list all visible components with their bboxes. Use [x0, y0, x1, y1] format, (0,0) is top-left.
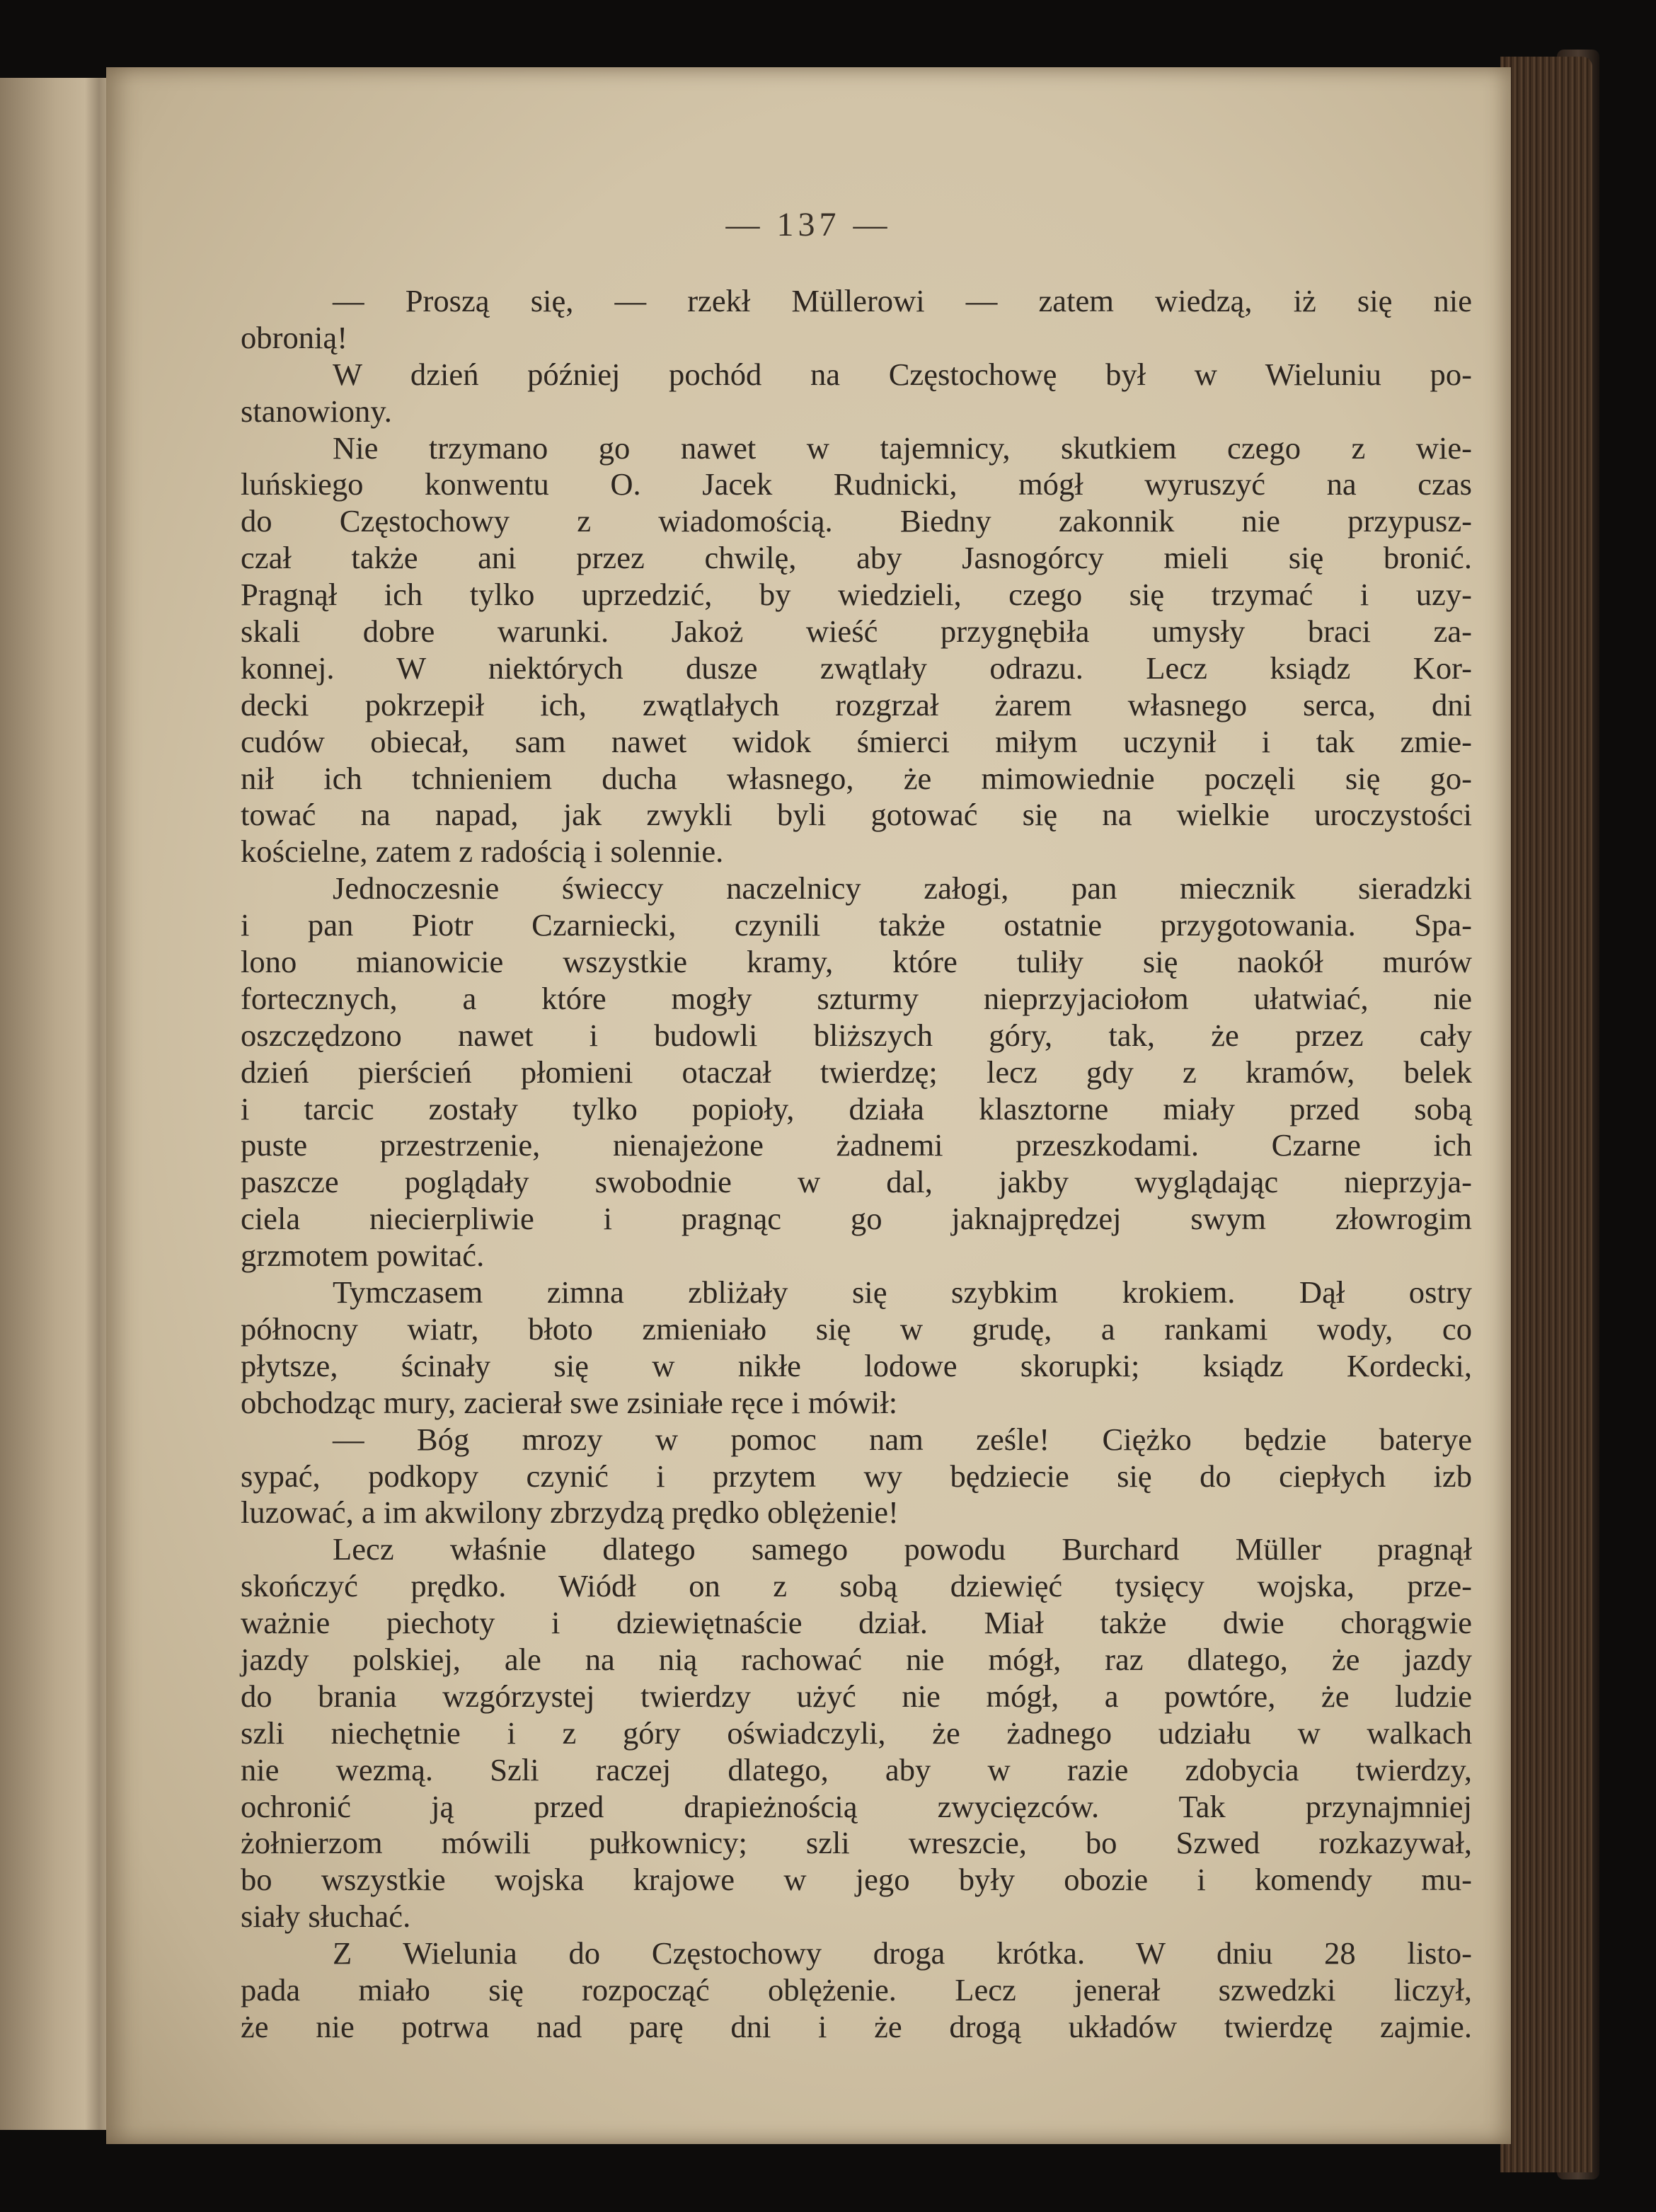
- page-number: — 137 —: [725, 206, 892, 243]
- text-line: Nie trzymano go nawet w tajemnicy, skutkiem czego z wie-: [333, 430, 1472, 466]
- text-line: Lecz właśnie dlatego samego powodu Burchard Müller pragnął: [333, 1531, 1472, 1567]
- text-line: konnej. W niektórych dusze zwątlały odrazu. Lecz ksiądz Kor-: [241, 650, 1472, 686]
- text-line: lono mianowicie wszystkie kramy, które tuliły się naokół murów: [241, 944, 1472, 980]
- text-line: siały słuchać.: [241, 1899, 411, 1935]
- body-text: [241, 283, 1472, 2046]
- text-line: Pragnął ich tylko uprzedzić, by wiedzieli, czego się trzymać i uzy-: [241, 577, 1472, 613]
- text-line: Tymczasem zimna zbliżały się szybkim krokiem. Dął ostry: [333, 1274, 1472, 1311]
- text-line: skończyć prędko. Wiódł on z sobą dziewięć tysięcy wojska, prze-: [241, 1568, 1472, 1604]
- page-block-edges: [1500, 57, 1592, 2172]
- book-page: [106, 67, 1511, 2144]
- text-line: i pan Piotr Czarniecki, czynili także ostatnie przygotowania. Spa-: [241, 907, 1472, 943]
- text-line: puste przestrzenie, nienajeżone żadnemi przeszkodami. Czarne ich: [241, 1127, 1472, 1163]
- text-line: obchodząc mury, zacierał swe zsiniałe ręce i mówił:: [241, 1384, 898, 1420]
- text-line: luzować, a im akwilony zbrzydzą prędko oblężenie!: [241, 1494, 899, 1531]
- text-line: pada miało się rozpocząć oblężenie. Lecz jenerał szwedzki liczył,: [241, 1971, 1472, 2007]
- text-line: ochronić ją przed drapieżnością zwycięzców. Tak przynajmniej: [241, 1788, 1472, 1824]
- text-line: żołnierzom mówili pułkownicy; szli wreszcie, bo Szwed rozkazywał,: [241, 1825, 1472, 1861]
- text-line: fortecznych, a które mogły szturmy nieprzyjaciołom ułatwiać, nie: [241, 980, 1472, 1016]
- text-line: nie wezmą. Szli raczej dlatego, aby w razie zdobycia twierdzy,: [241, 1751, 1472, 1787]
- text-line: cudów obiecał, sam nawet widok śmierci miłym uczynił i tak zmie-: [241, 723, 1472, 759]
- text-line: luńskiego konwentu O. Jacek Rudnicki, mógł wyruszyć na czas: [241, 466, 1472, 502]
- text-line: bo wszystkie wojska krajowe w jego były obozie i komendy mu-: [241, 1862, 1472, 1898]
- text-line: dzień pierścień płomieni otaczał twierdzę; lecz gdy z kramów, belek: [241, 1054, 1472, 1090]
- text-line: płytsze, ścinały się w nikłe lodowe skorupki; ksiądz Kordecki,: [241, 1347, 1472, 1383]
- text-line: Z Wielunia do Częstochowy droga krótka. W dniu 28 listo-: [333, 1935, 1472, 1971]
- text-line: jazdy polskiej, ale na nią rachować nie mógł, raz dlatego, że jazdy: [241, 1641, 1472, 1677]
- text-line: oszczędzono nawet i budowli bliższych góry, tak, że przez cały: [241, 1017, 1472, 1053]
- text-line: szli niechętnie i z góry oświadczyli, że żadnego udziału w walkach: [241, 1715, 1472, 1751]
- text-line: ważnie piechoty i dziewiętnaście dział. Miał także dwie chorągwie: [241, 1605, 1472, 1641]
- text-line: czał także ani przez chwilę, aby Jasnogórcy mieli się bronić.: [241, 540, 1472, 576]
- text-line: paszcze poglądały swobodnie w dal, jakby wyglądając nieprzyja-: [241, 1164, 1472, 1200]
- text-line: sypać, podkopy czynić i przytem wy będziecie się do ciepłych izb: [241, 1458, 1472, 1494]
- text-line: północny wiatr, błoto zmieniało się w grudę, a rankami wody, co: [241, 1311, 1472, 1347]
- text-line: do brania wzgórzystej twierdzy użyć nie mógł, a powtóre, że ludzie: [241, 1678, 1472, 1714]
- text-line: skali dobre warunki. Jakoż wieść przygnębiła umysły braci za-: [241, 614, 1472, 650]
- text-line: do Częstochowy z wiadomością. Biedny zakonnik nie przypusz-: [241, 503, 1472, 539]
- text-line: i tarcic zostały tylko popioły, działa klasztorne miały przed sobą: [241, 1090, 1472, 1127]
- text-line: grzmotem powitać.: [241, 1238, 485, 1274]
- text-line: obronią!: [241, 319, 348, 355]
- text-line: W dzień później pochód na Częstochowę był w Wieluniu po-: [333, 356, 1472, 392]
- text-line: że nie potrwa nad parę dni i że drogą układów twierdzę zajmie.: [241, 2008, 1472, 2044]
- text-line: decki pokrzepił ich, zwątlałych rozgrzał żarem własnego serca, dni: [241, 686, 1472, 722]
- text-line: stanowiony.: [241, 393, 392, 429]
- text-line: ciela niecierpliwie i pragnąc go jaknajprędzej swym złowrogim: [241, 1201, 1472, 1237]
- text-line: nił ich tchnieniem ducha własnego, że mimowiednie poczęli się go-: [241, 760, 1472, 796]
- text-line: — Proszą się, — rzekł Müllerowi — zatem wiedzą, iż się nie: [333, 283, 1472, 318]
- text-line: Jednoczesnie świeccy naczelnicy załogi, pan miecznik sieradzki: [333, 870, 1472, 906]
- text-line: kościelne, zatem z radością i solennie.: [241, 834, 724, 870]
- text-line: — Bóg mrozy w pomoc nam ześle! Ciężko będzie baterye: [333, 1421, 1472, 1457]
- text-line: tować na napad, jak zwykli byli gotować się na wielkie uroczystości: [241, 797, 1472, 833]
